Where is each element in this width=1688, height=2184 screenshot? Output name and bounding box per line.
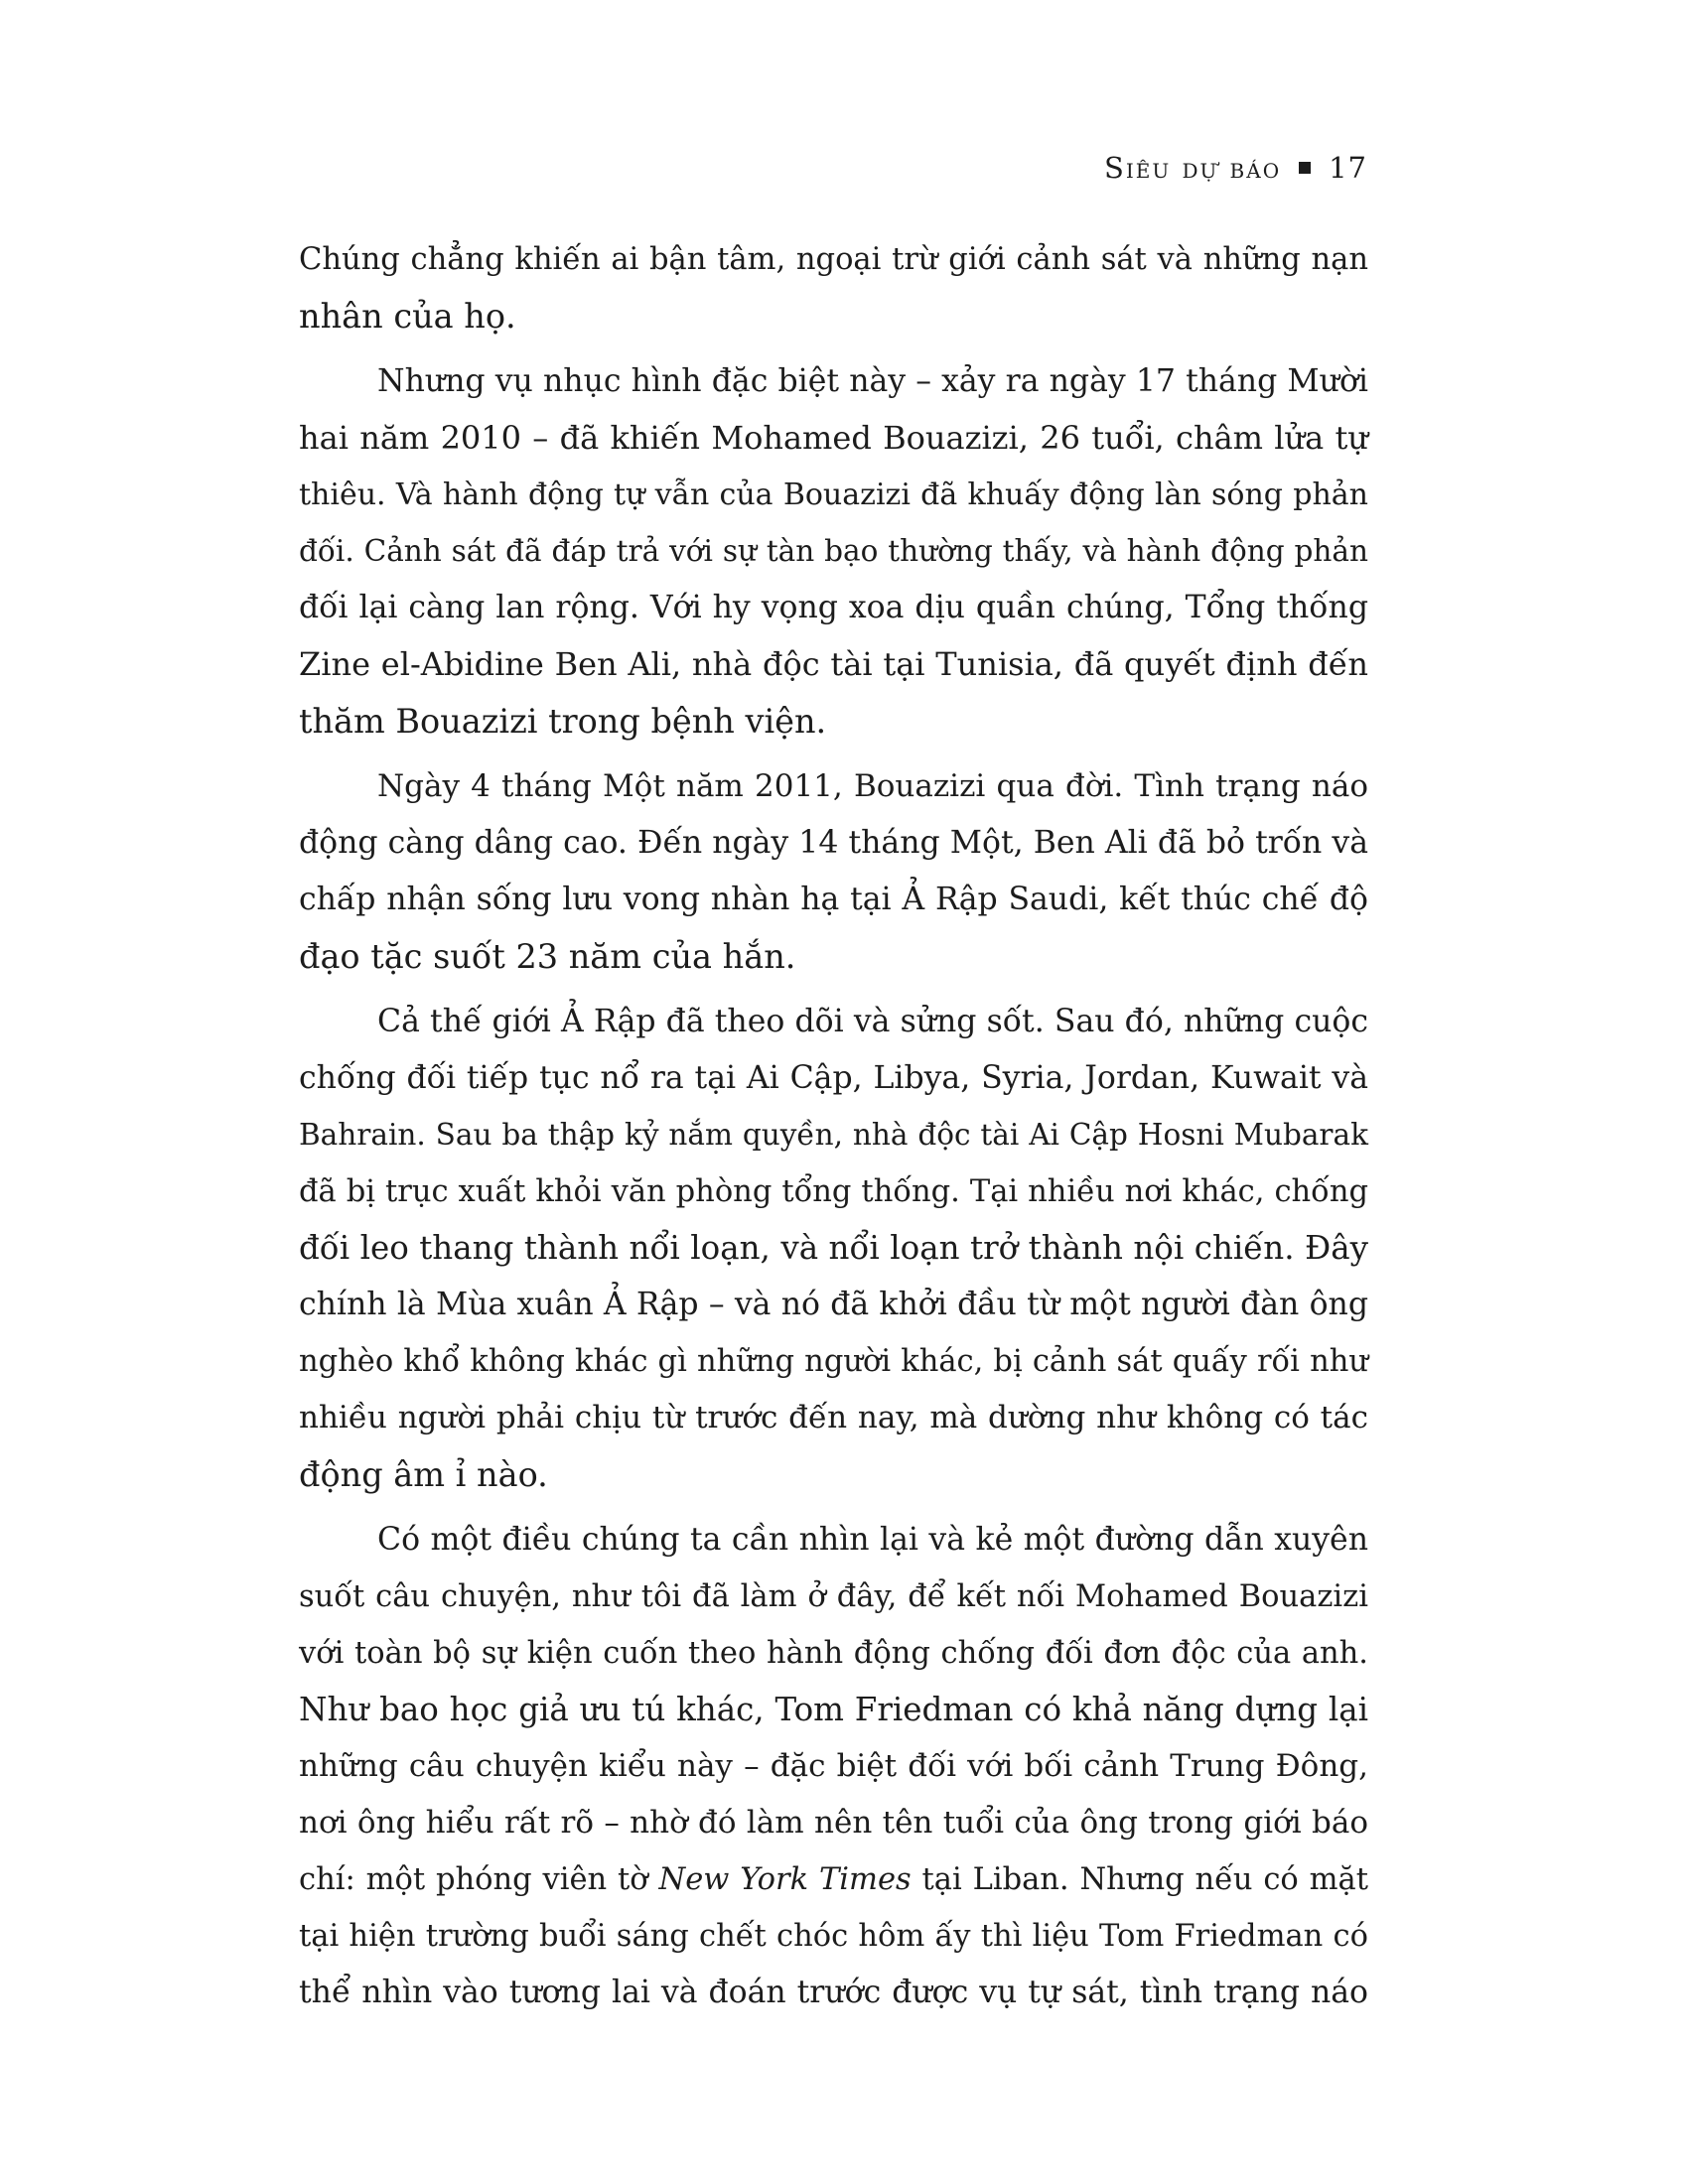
running-head bbox=[1104, 151, 1367, 185]
text-line: động âm ỉ nào. bbox=[299, 1455, 548, 1494]
paragraph bbox=[299, 1512, 1368, 2021]
text-line: thăm Bouazizi trong bệnh viện. bbox=[299, 702, 827, 741]
square-bullet-icon bbox=[1299, 162, 1311, 174]
text-line-mixed bbox=[299, 1851, 1368, 1908]
text-line: đã bị trục xuất khỏi văn phòng tổng thống. Tại nhiều nơi khác, chống bbox=[299, 1174, 1368, 1209]
text-line: Nhưng vụ nhục hình đặc biệt này – xảy ra ngày 17 tháng Mười bbox=[377, 363, 1368, 399]
text-line: đối lại càng lan rộng. Với hy vọng xoa dịu quần chúng, Tổng thống bbox=[299, 590, 1368, 625]
text-line: thể nhìn vào tương lai và đoán trước được vụ tự sát, tình trạng náo bbox=[299, 1975, 1368, 2010]
text-line: chính là Mùa xuân Ả Rập – và nó đã khởi đầu từ một người đàn ông bbox=[299, 1287, 1368, 1322]
text-line: nhiều người phải chịu từ trước đến nay, mà dường như không có tác bbox=[299, 1400, 1368, 1435]
text-line: nhân của họ. bbox=[299, 297, 516, 336]
text-line: hai năm 2010 – đã khiến Mohamed Bouazizi, 26 tuổi, châm lửa tự bbox=[299, 419, 1368, 457]
text-line: đối leo thang thành nổi loạn, và nổi loạn trở thành nội chiến. Đây bbox=[299, 1229, 1368, 1267]
text-line: nơi ông hiểu rất rõ – nhờ đó làm nên tên tuổi của ông trong giới báo bbox=[299, 1805, 1368, 1841]
text-run: chí: một phóng viên tờ bbox=[299, 1862, 648, 1897]
running-head-title: Siêu dự báo bbox=[1104, 151, 1282, 185]
text-line: động càng dâng cao. Đến ngày 14 tháng Một, Ben Ali đã bỏ trốn và bbox=[299, 825, 1368, 861]
text-line: suốt câu chuyện, như tôi đã làm ở đây, để kết nối Mohamed Bouazizi bbox=[299, 1579, 1368, 1614]
text-line: Có một điều chúng ta cần nhìn lại và kẻ một đường dẫn xuyên bbox=[377, 1522, 1368, 1558]
text-line: chấp nhận sống lưu vong nhàn hạ tại Ả Rập Saudi, kết thúc chế độ bbox=[299, 882, 1368, 917]
paragraph bbox=[299, 758, 1368, 985]
page-number: 17 bbox=[1329, 151, 1367, 185]
text-run: tại Liban. Nhưng nếu có mặt bbox=[921, 1862, 1368, 1897]
text-line: những câu chuyện kiểu này – đặc biệt đối với bối cảnh Trung Đông, bbox=[299, 1748, 1368, 1784]
text-line: Zine el-Abidine Ben Ali, nhà độc tài tại Tunisia, đã quyết định đến bbox=[299, 645, 1368, 683]
italic-title: New York Times bbox=[658, 1862, 912, 1897]
text-line: tại hiện trường buổi sáng chết chóc hôm ấy thì liệu Tom Friedman có bbox=[299, 1919, 1368, 1954]
paragraph bbox=[299, 994, 1368, 1503]
text-line: chống đối tiếp tục nổ ra tại Ai Cập, Libya, Syria, Jordan, Kuwait và bbox=[299, 1060, 1368, 1096]
text-line: Ngày 4 tháng Một năm 2011, Bouazizi qua đời. Tình trạng náo bbox=[377, 768, 1368, 804]
paragraph bbox=[299, 231, 1368, 344]
text-line: thiêu. Và hành động tự vẫn của Bouazizi đã khuấy động làn sóng phản bbox=[299, 478, 1368, 512]
text-line: nghèo khổ không khác gì những người khác, bị cảnh sát quấy rối như bbox=[299, 1344, 1368, 1379]
text-line: Chúng chẳng khiến ai bận tâm, ngoại trừ giới cảnh sát và những nạn bbox=[299, 242, 1368, 277]
paragraph bbox=[299, 353, 1368, 750]
text-line: Như bao học giả ưu tú khác, Tom Friedman có khả năng dựng lại bbox=[299, 1691, 1368, 1728]
text-line: Cả thế giới Ả Rập đã theo dõi và sửng sốt. Sau đó, những cuộc bbox=[377, 1004, 1368, 1039]
text-line: Bahrain. Sau ba thập kỷ nắm quyền, nhà độc tài Ai Cập Hosni Mubarak bbox=[299, 1118, 1368, 1152]
body-text bbox=[299, 231, 1368, 2021]
text-line: với toàn bộ sự kiện cuốn theo hành động chống đối đơn độc của anh. bbox=[299, 1636, 1368, 1671]
text-line: đối. Cảnh sát đã đáp trả với sự tàn bạo thường thấy, và hành động phản bbox=[299, 534, 1368, 568]
text-line: đạo tặc suốt 23 năm của hắn. bbox=[299, 937, 796, 976]
